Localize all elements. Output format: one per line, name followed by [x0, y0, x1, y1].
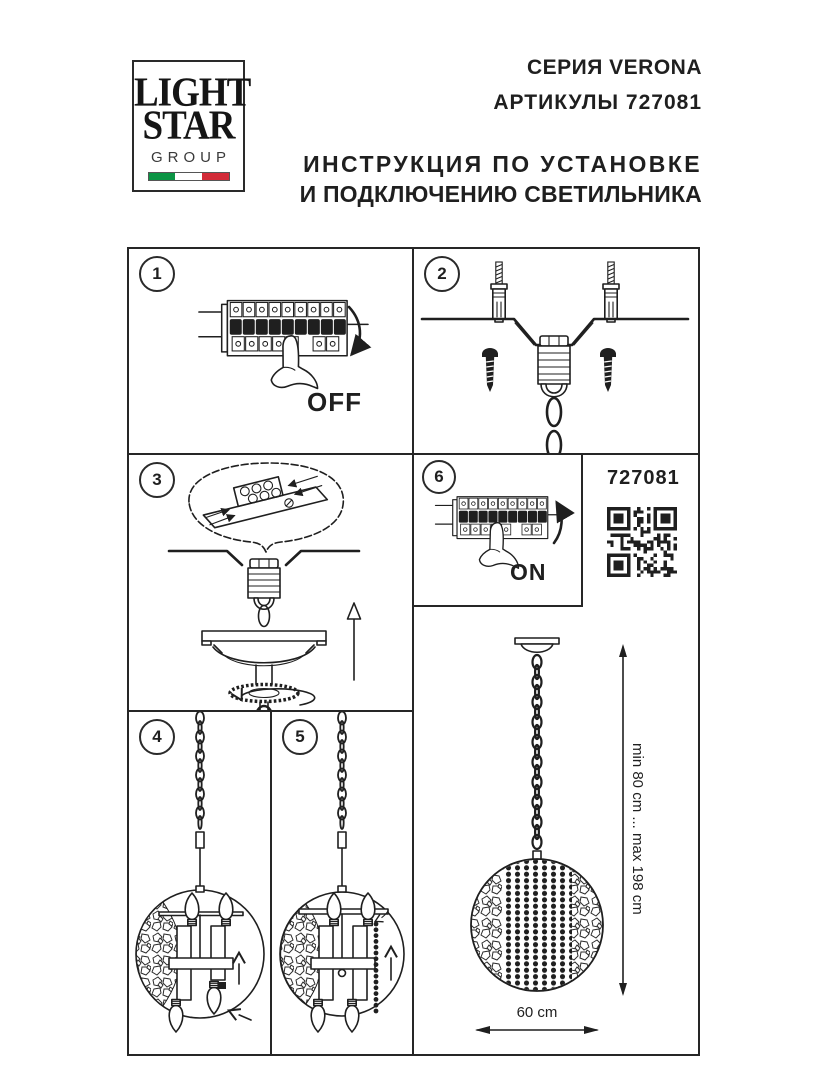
on-label: ON — [510, 559, 547, 585]
step-5-number: 5 — [282, 719, 318, 755]
step-6-panel — [412, 453, 583, 607]
flag-green — [149, 173, 176, 180]
crystal-strand-illustration — [272, 712, 412, 1054]
height-range-dimension: min 80 cm ... max 198 cm — [629, 743, 646, 915]
article-number: 727081 — [607, 467, 680, 489]
step-6-number: 6 — [422, 460, 456, 494]
step-3-panel — [127, 453, 414, 712]
step-4-number: 4 — [139, 719, 175, 755]
header-titles — [300, 56, 702, 208]
logo-word-light: LIGHT — [134, 69, 251, 116]
diameter-dimension: 60 cm — [516, 1004, 558, 1021]
off-label: OFF — [307, 387, 362, 417]
flag-white — [175, 173, 202, 180]
logo-word-star: STAR — [142, 102, 235, 149]
main-title-line1: ИНСТРУКЦИЯ ПО УСТАНОВКЕ — [303, 151, 702, 177]
step-2-panel — [412, 247, 700, 455]
step-5-panel — [270, 710, 414, 1056]
product-overview-panel — [412, 453, 700, 1056]
logo-word-group: GROUP — [150, 149, 231, 166]
step-1-number: 1 — [139, 256, 175, 292]
flag-red — [202, 173, 229, 180]
articles-title: АРТИКУЛЫ 727081 — [493, 91, 702, 114]
series-title: СЕРИЯ VERONA — [526, 56, 702, 79]
qr-code — [607, 507, 677, 577]
terminal-block-canopy-illustration — [129, 455, 412, 710]
main-title-line2: И ПОДКЛЮЧЕНИЮ СВЕТИЛЬНИКА — [299, 181, 702, 207]
step-1-panel — [127, 247, 414, 455]
italian-flag-stripe — [148, 172, 230, 181]
bulb-installation-illustration — [129, 712, 270, 1054]
step-3-number: 3 — [139, 462, 175, 498]
lightstar-logo — [132, 60, 251, 192]
step-4-panel — [127, 710, 272, 1056]
step-2-number: 2 — [424, 256, 460, 292]
